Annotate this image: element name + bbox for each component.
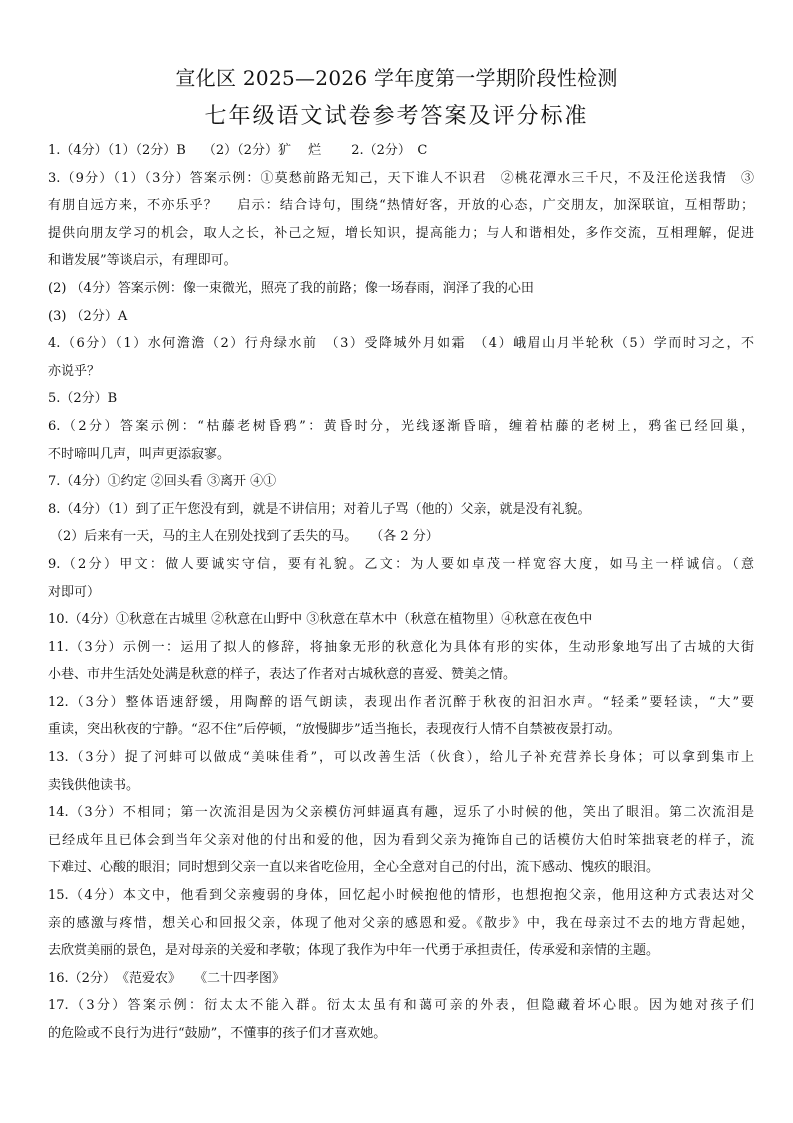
answer-line: （2）后来有一天，马的主人在别处找到了丢失的马。 （各 2 分） — [50, 529, 439, 545]
answer-line: 12.（3分）整体语速舒缓，用陶醉的语气朗读，表现出作者沉醉于秋夜的汩汩水声。“轻柔”要轻读，“大”要 — [48, 694, 754, 710]
answer-line: 11.（3分）示例一：运用了拟人的修辞，将抽象无形的秋意化为具体有形的实体，生动形象地写出了古城的大街 — [48, 639, 754, 655]
answer-line: 7.（4分）①约定 ②回头看 ③离开 ④① — [48, 474, 277, 490]
answer-line: (3) （2分）A — [48, 308, 128, 324]
answer-line: 重读，突出秋夜的宁静。“忍不住”后停顿，“放慢脚步”适当拖长，表现夜行人情不自禁被夜景打动。 — [48, 722, 621, 738]
answer-line: 已经成年且已体会到当年父亲对他的付出和爱的他，因为看到父亲为掩饰自己的话模仿大伯时笨拙衰老的样子，流 — [48, 832, 754, 848]
answer-line: 卖钱供他读书。 — [48, 777, 140, 793]
answer-line: 去欣赏美丽的景色，是对母亲的关爱和孝敬；体现了我作为中年一代勇于承担责任，传承爱和亲情的主题。 — [48, 943, 660, 959]
answer-line: 的危险或不良行为进行“鼓励”，不懂事的孩子们才喜欢她。 — [48, 1026, 387, 1041]
answer-line: 亦说乎？ — [48, 363, 101, 379]
answer-line: (2) （4分）答案示例：像一束微光，照亮了我的前路；像一场春雨，润泽了我的心田 — [48, 280, 534, 296]
document-subtitle: 七年级语文试卷参考答案及评分标准 — [204, 104, 589, 129]
answer-line: 3.（9分）（1）（3分）答案示例：①莫愁前路无知己，天下谁人不识君 ②桃花潭水三千尺，不及汪伦送我情 ③ — [48, 170, 754, 186]
answer-line: 15.（4分）本文中，他看到父亲瘦弱的身体，回忆起小时候抱他的情形，也想抱抱父亲，他用这种方式表达对父 — [48, 888, 754, 904]
answer-line: 小巷、市井生活处处满是秋意的样子，表达了作者对古城秋意的喜爱、赞美之情。 — [48, 667, 517, 683]
answer-line: 4.（6分）（1）水何澹澹（2）行舟绿水前 （3）受降城外月如霜 （4）峨眉山月半轮秋（5）学而时习之，不 — [48, 336, 754, 352]
answer-line: 有朋自远方来，不亦乐乎？ 启示：结合诗句，围绕“热情好客，开放的心态，广交朋友，加深联谊，互相帮助； — [48, 198, 754, 214]
answer-line: 17.（3分）答案示例：衍太太不能入群。衍太太虽有和蔼可亲的外表，但隐藏着坏心眼。因为她对孩子们 — [48, 998, 754, 1014]
answer-line: 提供向朋友学习的机会，取人之长，补己之短，增长知识，提高能力；与人和谐相处，多作交流，互相理解，促进 — [48, 225, 754, 241]
answer-line: 下难过、心酸的眼泪；同时想到父亲一直以来省吃俭用，全心全意对自己的付出，流下感动、愧疚的眼泪。 — [48, 860, 660, 876]
answer-line: 不时啼叫几声，叫声更添寂寥。 — [48, 446, 231, 462]
answer-line: 16.（2分） 《范爱农》 《二十四孝图》 — [48, 970, 285, 986]
answer-line: 6.（2分）答案示例：“枯藤老树昏鸦”：黄昏时分，光线逐渐昏暗，缠着枯藤的老树上，鸦雀已经回巢， — [48, 418, 754, 434]
answer-line: 和谐发展”等谈启示，有理即可。 — [48, 253, 237, 269]
answer-line: 13.（3分）捉了河蚌可以做成“美味佳肴”，可以改善生活（伙食），给儿子补充营养长身体；可以拿到集市上 — [48, 750, 754, 766]
answer-line: 1.（4分）（1）（2分）B （2）（2分）犷 烂 2.（2分） C — [48, 143, 428, 158]
answer-line: 5.（2分）B — [48, 391, 118, 407]
answer-line: 8.（4分）（1）到了正午您没有到，就是不讲信用；对着儿子骂（他的）父亲，就是没有礼貌。 — [48, 501, 591, 517]
answer-line: 对即可） — [48, 584, 101, 600]
answer-line: 9.（2分）甲文：做人要诚实守信，要有礼貌。乙文：为人要如卓茂一样宽容大度，如马主一样诚信。（意 — [48, 556, 754, 572]
answer-line: 亲的感激与疼惜，想关心和回报父亲，体现了他对父亲的感恩和爱。《散步》中，我在母亲过不去的地方背起她， — [48, 915, 754, 931]
answer-line: 14.（3分）不相同；第一次流泪是因为父亲模仿河蚌逼真有趣，逗乐了小时候的他，笑出了眼泪。第二次流泪是 — [48, 805, 754, 821]
document-title: 宣化区 2025—2026 学年度第一学期阶段性检测 — [175, 66, 618, 90]
answer-line: 10.（4分）①秋意在古城里 ②秋意在山野中 ③秋意在草木中（秋意在植物里）④秋意在夜色中 — [48, 612, 593, 628]
answer-body — [48, 137, 754, 1048]
